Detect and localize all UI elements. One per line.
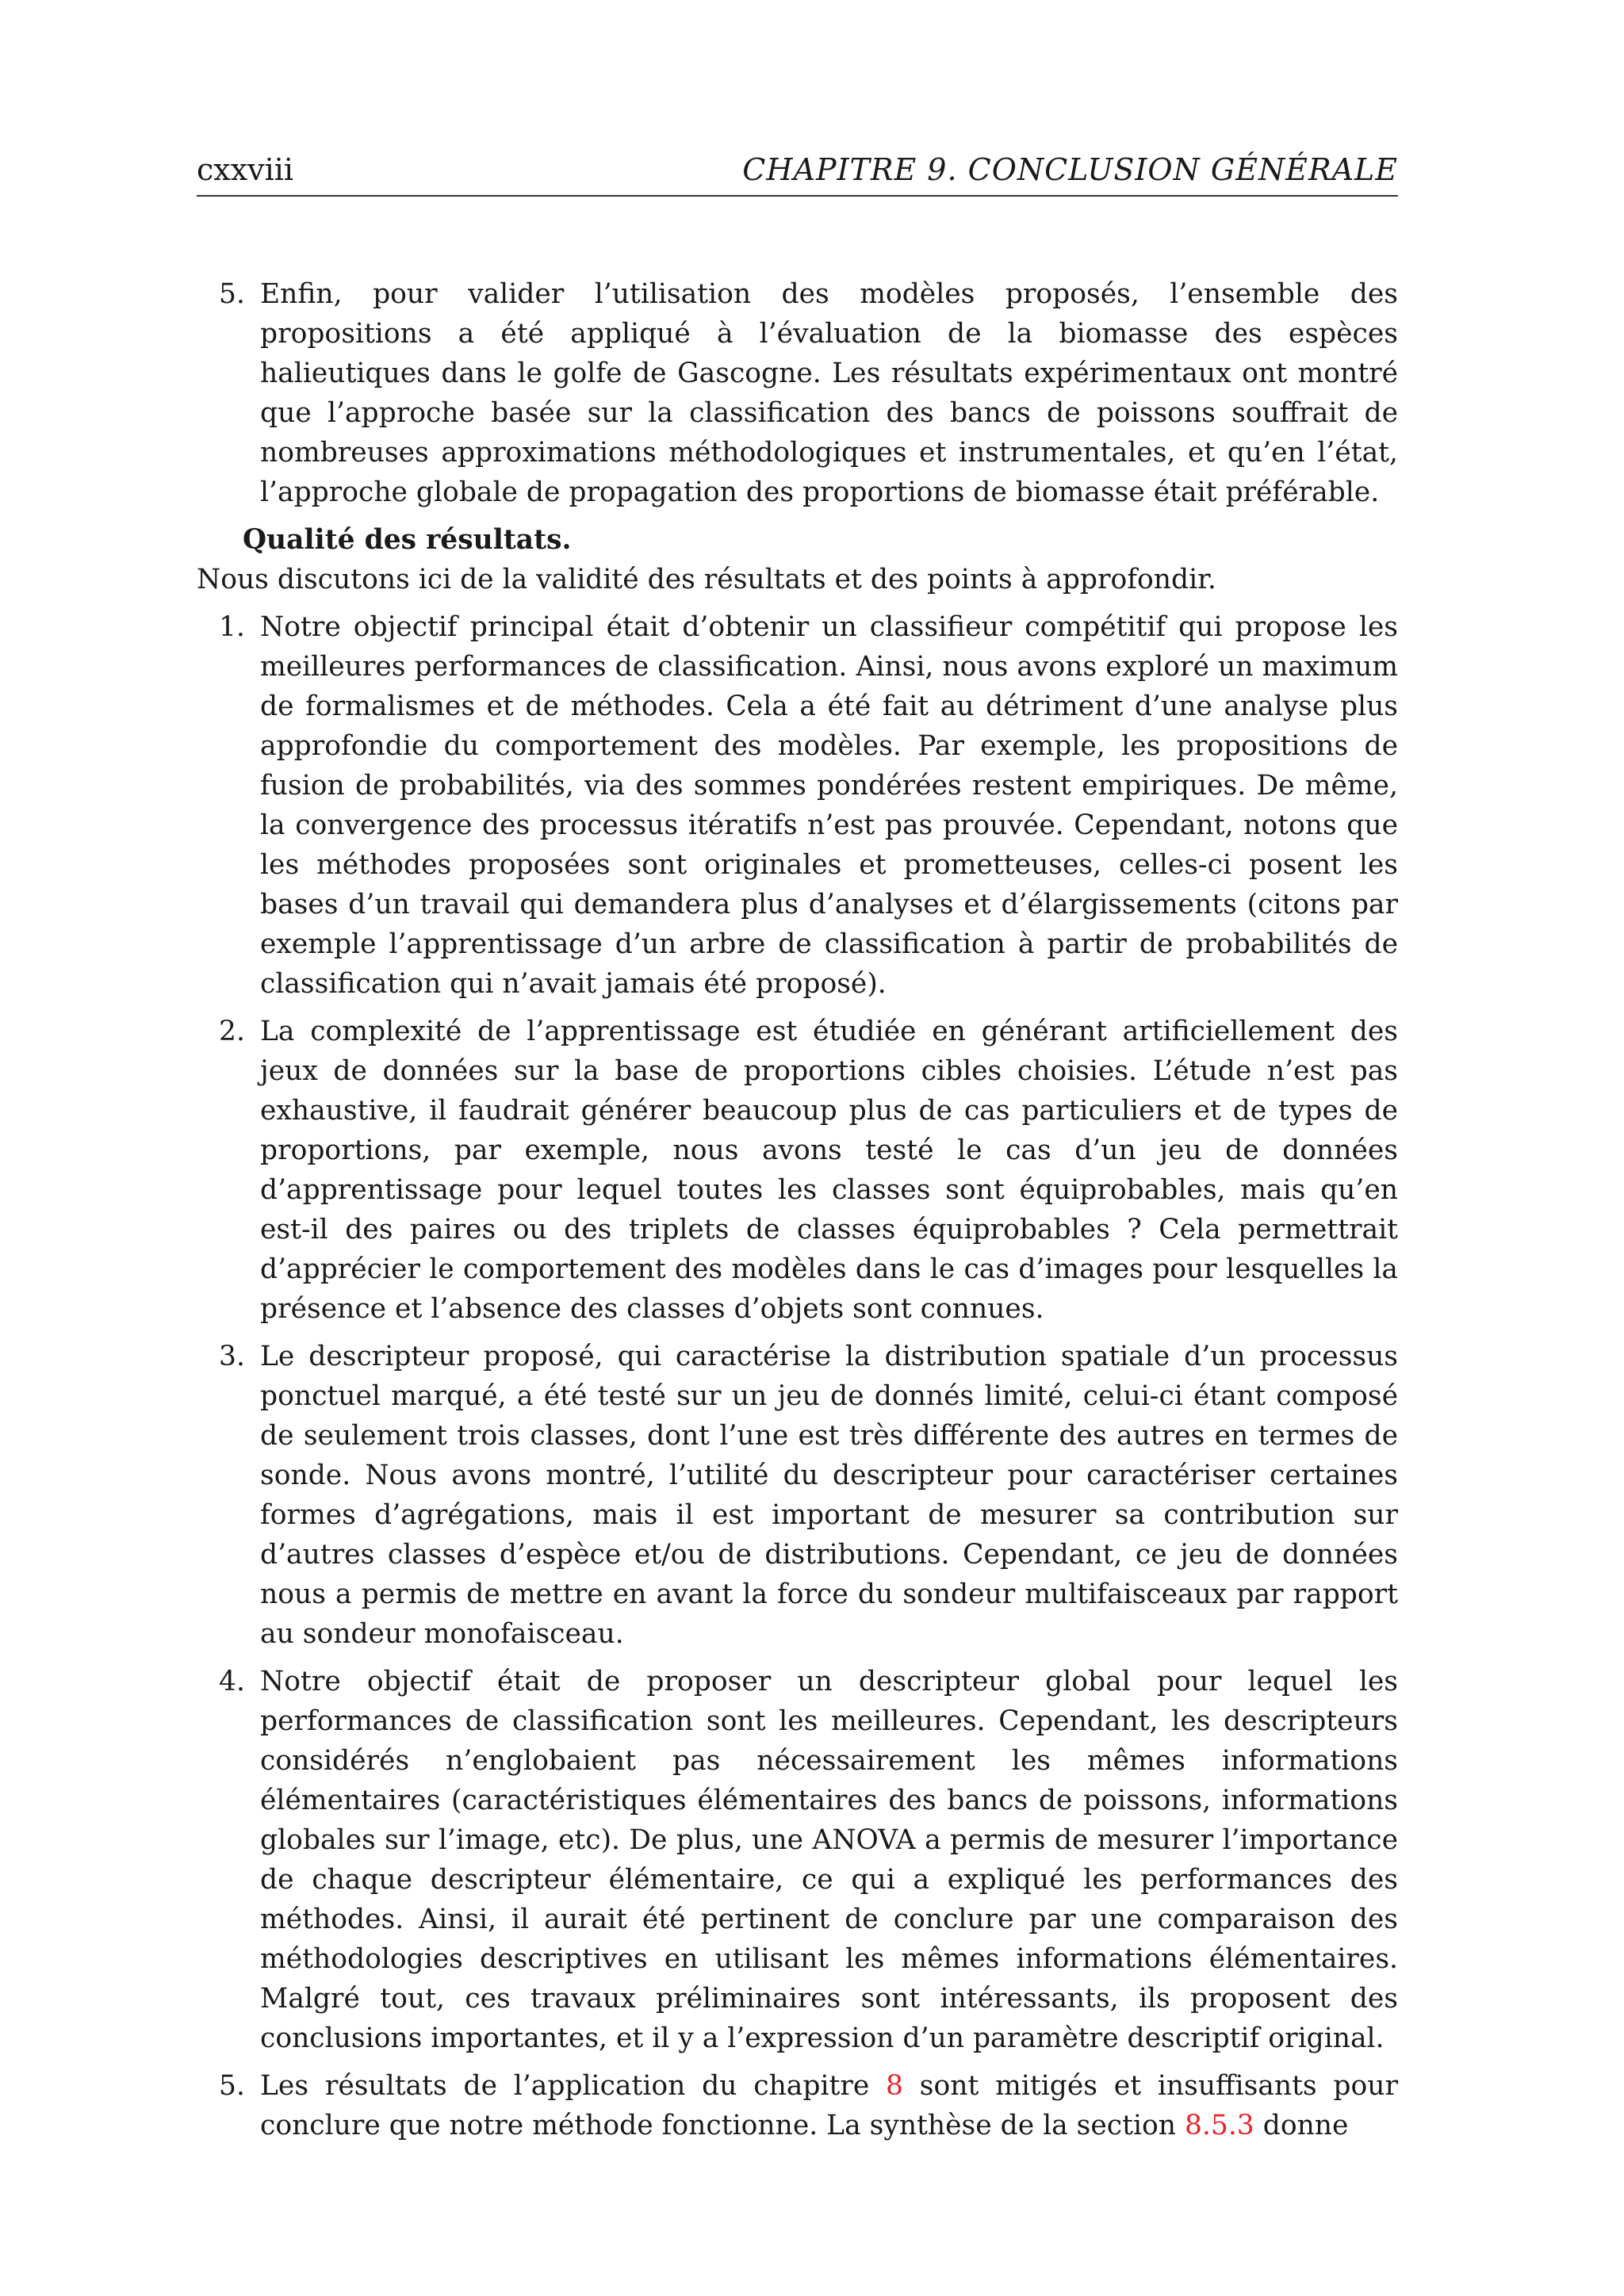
list-item-text: Enfin, pour valider l’utilisation des modèles proposés, l’ensemble des propositions a été appliqué à l’évaluation de la biomasse des espèces halieutiques dans le golfe de Gascogne. Les résultats expérimentaux ont montré que l’approche basée sur la classification des bancs de poissons souffrait de nombreuses approximations méthodologiques et instrumentales, et qu’en l’état, l’approche globale de propagation des proportions de biomasse était préférable. bbox=[260, 278, 1398, 508]
list-item-text: Le descripteur proposé, qui caractérise la distribution spatiale d’un processus ponctuel marqué, a été testé sur un jeu de donnés limité, celui-ci étant composé de seulement trois classes, dont l’une est très différente des autres en termes de sonde. Nous avons montré, l’utilité du descripteur pour caractériser certaines formes d’agrégations, mais il est important de mesurer sa contribution sur d’autres classes d’espèce et/ou de distributions. Cependant, ce jeu de données nous a permis de mettre en avant la force du sondeur multifaisceaux par rapport au sondeur monofaisceau. bbox=[260, 1341, 1398, 1650]
text-segment: Les résultats de l’application du chapitre bbox=[260, 2070, 887, 2102]
section-intro: Nous discutons ici de la validité des résultats et des points à approfondir. bbox=[197, 564, 1216, 595]
list-item-number: 3. bbox=[219, 1341, 245, 1372]
first-list bbox=[197, 274, 1398, 512]
page-number: cxxviii bbox=[197, 152, 294, 187]
list-item-text: Notre objectif était de proposer un descripteur global pour lequel les performances de classification sont les meilleures. Cependant, les descripteurs considérés n’englobaient pas nécessairement les mêmes informations élémentaires (caractéristiques élémentaires des bancs de poissons, informations globales sur l’image, etc). De plus, une ANOVA a permis de mesurer l’importance de chaque descripteur élémentaire, ce qui a expliqué les performances des méthodes. Ainsi, il aurait été pertinent de conclure par une comparaison des méthodologies descriptives en utilisant les mêmes informations élémentaires. Malgré tout, ces travaux préliminaires sont intéressants, ils proposent des conclusions importantes, et il y a l’expression d’un paramètre descriptif original. bbox=[260, 1666, 1398, 2054]
list-item bbox=[197, 2066, 1398, 2145]
list-item-number: 2. bbox=[219, 1016, 245, 1047]
list-item-text bbox=[260, 2070, 1398, 2141]
second-list bbox=[197, 607, 1398, 2145]
list-item-number: 5. bbox=[219, 278, 245, 310]
section-ref-link[interactable]: 8.5.3 bbox=[1184, 2110, 1254, 2141]
text-segment: sont mitigés et insuffisants pour conclure que notre méthode fonctionne. La synthèse de la section bbox=[260, 2070, 1398, 2141]
body-text bbox=[197, 274, 1398, 2145]
list-item-number: 1. bbox=[219, 611, 245, 643]
list-item bbox=[197, 274, 1398, 512]
list-item bbox=[197, 1662, 1398, 2058]
page bbox=[197, 151, 1398, 2153]
list-item-number: 4. bbox=[219, 1666, 245, 1697]
section-heading: Qualité des résultats. bbox=[243, 524, 572, 556]
list-item bbox=[197, 1337, 1398, 1654]
list-item-text: La complexité de l’apprentissage est étudiée en générant artificiellement des jeux de données sur la base de proportions cibles choisies. L’étude n’est pas exhaustive, il faudrait générer beaucoup plus de cas particuliers et de types de proportions, par exemple, nous avons testé le cas d’un jeu de données d’apprentissage pour lequel toutes les classes sont équiprobables, mais qu’en est-il des paires ou des triplets de classes équiprobables ? Cela permettrait d’apprécier le comportement des modèles dans le cas d’images pour lesquelles la présence et l’absence des classes d’objets sont connues. bbox=[260, 1016, 1398, 1325]
list-item bbox=[197, 607, 1398, 1004]
chapter-ref-link[interactable]: 8 bbox=[886, 2070, 903, 2102]
running-header bbox=[197, 151, 1398, 197]
list-item-text: Notre objectif principal était d’obtenir un classifieur compétitif qui propose les meilleures performances de classification. Ainsi, nous avons exploré un maximum de formalismes et de méthodes. Cela a été fait au détriment d’une analyse plus approfondie du comportement des modèles. Par exemple, les propositions de fusion de probabilités, via des sommes pondérées restent empiriques. De même, la convergence des processus itératifs n’est pas prouvée. Cependant, notons que les méthodes proposées sont originales et prometteuses, celles-ci posent les bases d’un travail qui demandera plus d’analyses et d’élargissements (citons par exemple l’apprentissage d’un arbre de classification à partir de probabilités de classification qui n’avait jamais été proposé). bbox=[260, 611, 1398, 1000]
list-item-number: 5. bbox=[219, 2070, 245, 2102]
text-segment: donne bbox=[1254, 2110, 1349, 2141]
list-item bbox=[197, 1012, 1398, 1329]
chapter-title: CHAPITRE 9. CONCLUSION GÉNÉRALE bbox=[742, 152, 1398, 187]
